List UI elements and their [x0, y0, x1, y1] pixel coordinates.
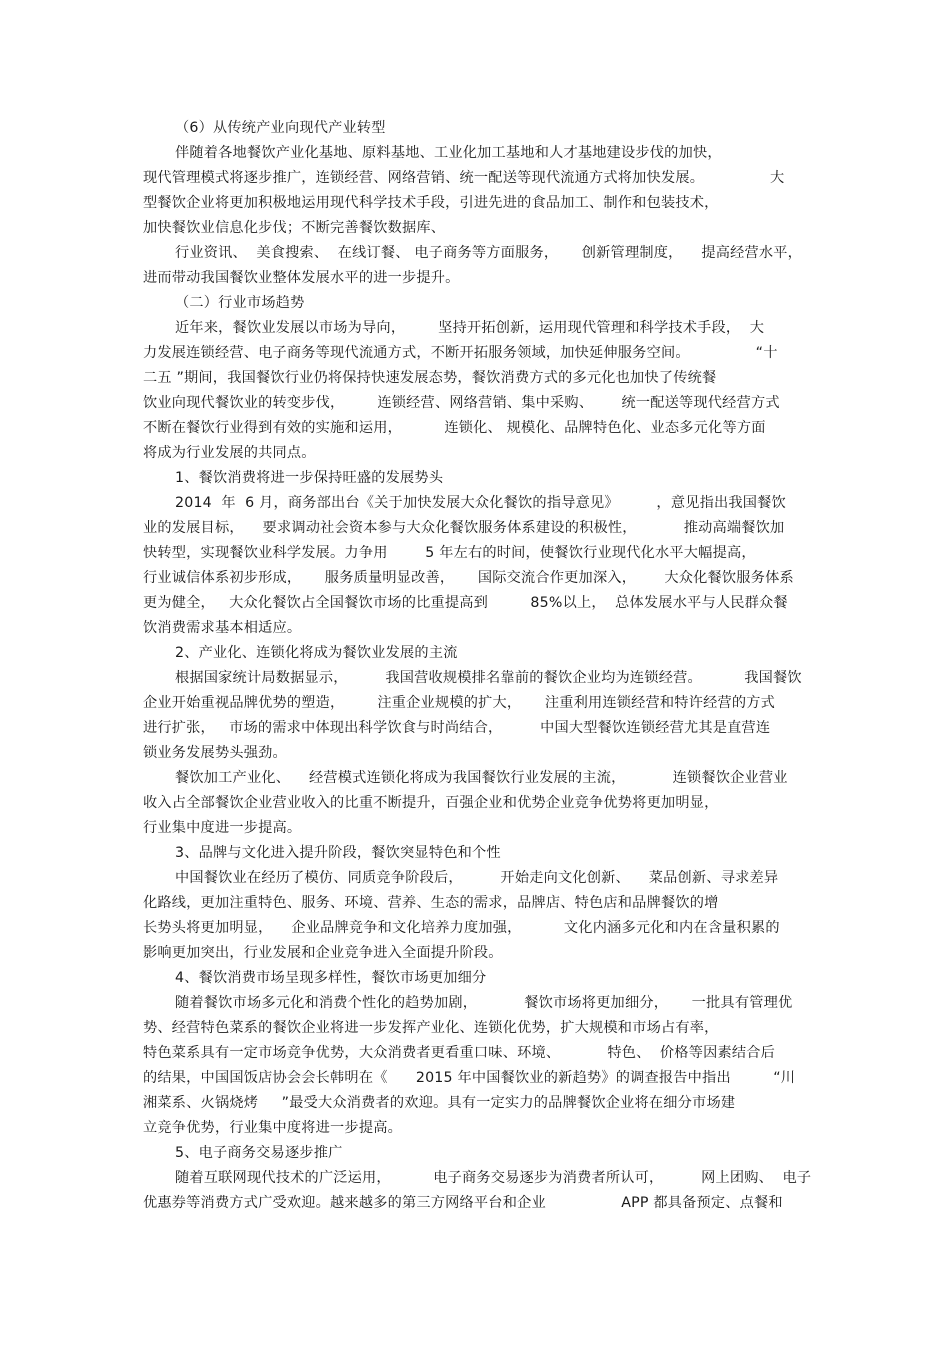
text-line: 优惠券等消费方式广受欢迎。越来越多的第三方网络平台和企业 APP 都具备预定、点餐和	[143, 1195, 783, 1211]
text-line: 长势头将更加明显， 企业品牌竞争和文化培养力度加强， 文化内涵多元化和内在含量积累的	[143, 920, 780, 936]
text-line: 加快餐饮业信息化步伐；不断完善餐饮数据库、	[143, 220, 446, 236]
text-line: 伴随着各地餐饮产业化基地、原料基地、工业化加工基地和人才基地建设步伐的加快，	[175, 145, 722, 161]
text-line: 立竞争优势，行业集中度将进一步提高。	[143, 1120, 402, 1136]
text-line: 业的发展目标， 要求调动社会资本参与大众化餐饮服务体系建设的积极性， 推动高端餐饮加	[143, 520, 785, 536]
text-line: 快转型，实现餐饮业科学发展。力争用 5 年左右的时间，使餐饮行业现代化水平大幅提高，	[143, 545, 756, 561]
text-line: 现代管理模式将逐步推广，连锁经营、网络营销、统一配送等现代流通方式将加快发展。 大	[143, 170, 785, 186]
text-line: 将成为行业发展的共同点。	[143, 445, 316, 461]
subsection-heading: 4、餐饮消费市场呈现多样性，餐饮市场更加细分	[175, 970, 487, 986]
section-heading: （二）行业市场趋势	[175, 295, 305, 311]
subsection-heading: 2、产业化、连锁化将成为餐饮业发展的主流	[175, 645, 458, 661]
text-line: 收入占全部餐饮企业营业收入的比重不断提升，百强企业和优势企业竞争优势将更加明显，	[143, 795, 719, 811]
text-line: 近年来，餐饮业发展以市场为导向， 坚持开拓创新，运用现代管理和科学技术手段， 大	[175, 320, 765, 336]
text-line: 饮消费需求基本相适应。	[143, 620, 302, 636]
text-line: 餐饮加工产业化、 经营模式连锁化将成为我国餐饮行业发展的主流， 连锁餐饮企业营业	[175, 770, 788, 786]
text-line: 随着餐饮市场多元化和消费个性化的趋势加剧， 餐饮市场将更加细分， 一批具有管理优	[175, 995, 793, 1011]
text-line: 行业诚信体系初步形成， 服务质量明显改善， 国际交流合作更加深入， 大众化餐饮服务体系	[143, 570, 794, 586]
text-line: 化路线，更加注重特色、服务、环境、营养、生态的需求，品牌店、特色店和品牌餐饮的增	[143, 895, 719, 911]
subsection-heading: 3、品牌与文化进入提升阶段，餐饮突显特色和个性	[175, 845, 501, 861]
text-line: 影响更加突出，行业发展和企业竞争进入全面提升阶段。	[143, 945, 503, 961]
text-line: 势、经营特色菜系的餐饮企业将进一步发挥产业化、连锁化优势，扩大规模和市场占有率，	[143, 1020, 719, 1036]
text-line: 更为健全， 大众化餐饮占全国餐饮市场的比重提高到 85%以上， 总体发展水平与人民群众餐	[143, 595, 788, 611]
subsection-heading: 5、电子商务交易逐步推广	[175, 1145, 343, 1161]
text-line: 随着互联网现代技术的广泛运用， 电子商务交易逐步为消费者所认可， 网上团购、 电子	[175, 1170, 812, 1186]
text-line: 锁业务发展势头强劲。	[143, 745, 287, 761]
text-line: 行业集中度进一步提高。	[143, 820, 302, 836]
text-line: 进行扩张， 市场的需求中体现出科学饮食与时尚结合， 中国大型餐饮连锁经营尤其是直营连	[143, 720, 771, 736]
text-line: （6）从传统产业向现代产业转型	[175, 120, 386, 136]
text-line: 中国餐饮业在经历了模仿、同质竞争阶段后， 开始走向文化创新、 菜品创新、寻求差异	[175, 870, 779, 886]
text-line: 根据国家统计局数据显示， 我国营收规模排名靠前的餐饮企业均为连锁经营。 我国餐饮	[175, 670, 802, 686]
text-line: 湘菜系、火锅烧烤 ”最受大众消费者的欢迎。具有一定实力的品牌餐饮企业将在细分市场建	[143, 1095, 736, 1111]
text-line: 二五 ”期间，我国餐饮行业仍将保持快速发展态势，餐饮消费方式的多元化也加快了传统餐	[143, 370, 717, 386]
text-line: 2014 年 6 月，商务部出台《关于加快发展大众化餐饮的指导意见》 ，意见指出我国餐饮	[175, 495, 786, 511]
text-line: 不断在餐饮行业得到有效的实施和运用， 连锁化、 规模化、品牌特色化、业态多元化等方面	[143, 420, 766, 436]
text-line: 特色菜系具有一定市场竞争优势，大众消费者更看重口味、环境、 特色、 价格等因素结合后	[143, 1045, 776, 1061]
text-line: 型餐饮企业将更加积极地运用现代科学技术手段，引进先进的食品加工、制作和包装技术，	[143, 195, 719, 211]
text-line: 力发展连锁经营、电子商务等现代流通方式，不断开拓服务领域，加快延伸服务空间。 “十	[143, 345, 778, 361]
text-line: 行业资讯、 美食搜索、 在线订餐、 电子商务等方面服务， 创新管理制度， 提高经营水平，	[175, 245, 803, 261]
text-line: 饮业向现代餐饮业的转变步伐， 连锁经营、网络营销、集中采购、 统一配送等现代经营方式	[143, 395, 780, 411]
subsection-heading: 1、餐饮消费将进一步保持旺盛的发展势头	[175, 470, 444, 486]
text-line: 的结果，中国国饭店协会会长韩明在《 2015 年中国餐饮业的新趋势》的调查报告中指出 “川	[143, 1070, 796, 1086]
text-line: 进而带动我国餐饮业整体发展水平的进一步提升。	[143, 270, 460, 286]
text-line: 企业开始重视品牌优势的塑造， 注重企业规模的扩大， 注重利用连锁经营和特许经营的方式	[143, 695, 776, 711]
